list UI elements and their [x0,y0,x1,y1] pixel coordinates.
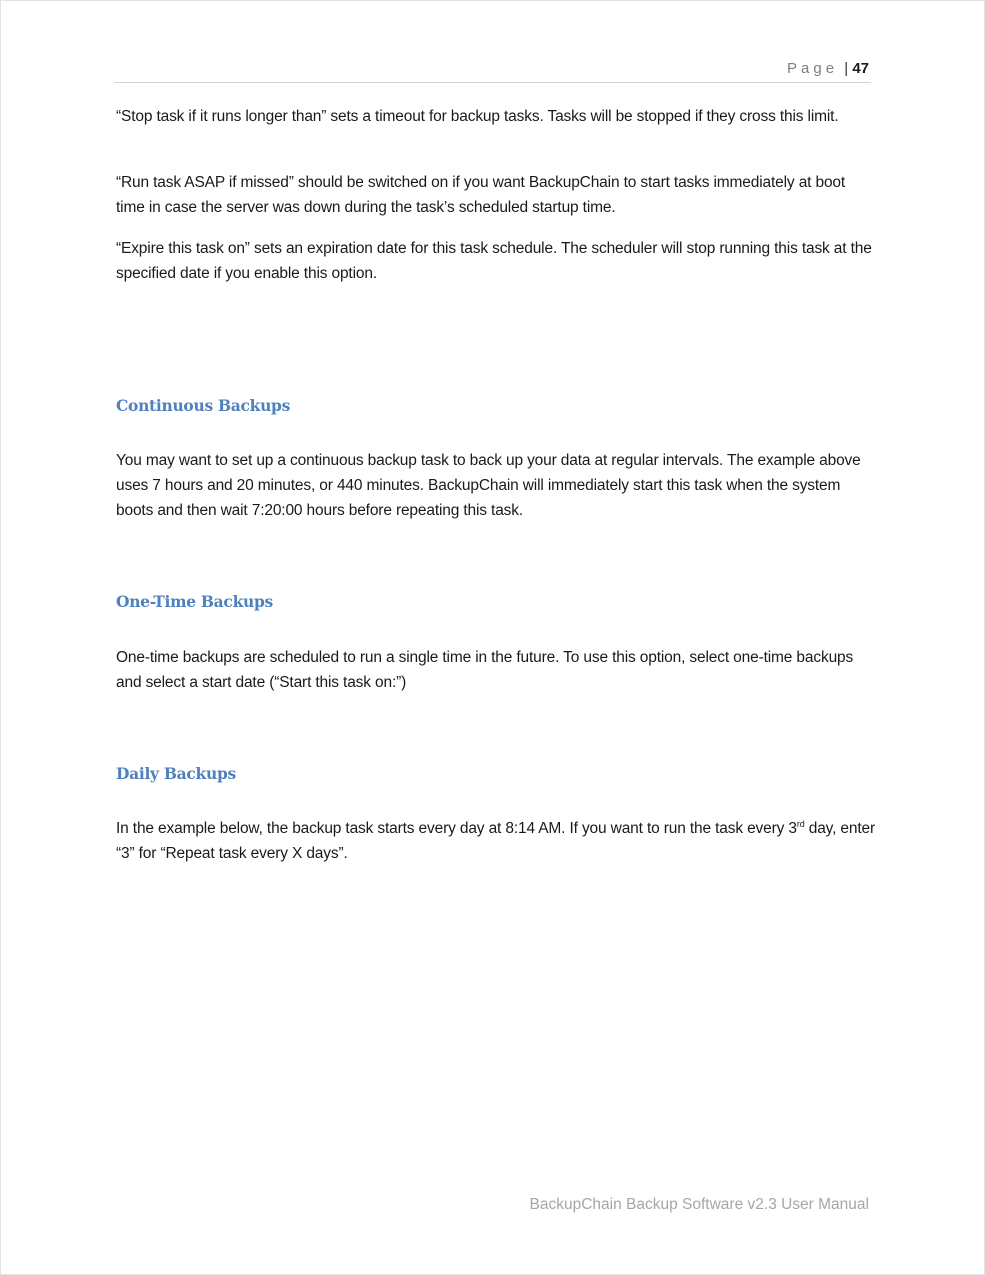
paragraph-one-time-backups: One-time backups are scheduled to run a single time in the future. To use this option, select one-time backups and select a start date (“Start this task on:”) [116,649,854,691]
daily-text-end: day, enter “3” for “Repeat task every X days”. [116,820,876,862]
page-word: Page [787,60,839,77]
daily-text-start: In the example below, the backup task starts every day at 8:14 AM. If you want to run the task every 3 [116,820,797,837]
paragraph-continuous-backups: You may want to set up a continuous backup task to back up your data at regular intervals. The example above uses 7 hours and 20 minutes, or 440 minutes. BackupChain will immediately start this task when the system boots and then wait 7:20:00 hours before repeating this task. [116,452,861,519]
ordinal-suffix: rd [796,818,805,829]
page-header [114,58,871,83]
paragraph-daily-backups [116,816,876,866]
page-number: 47 [852,60,869,77]
page-footer: BackupChain Backup Software v2.3 User Manual [529,1196,869,1213]
heading-continuous-backups: Continuous Backups [116,396,291,415]
paragraph-run-asap: “Run task ASAP if missed” should be switched on if you want BackupChain to start tasks immediately at boot time in case the server was down during the task’s scheduled startup time. [116,174,846,216]
heading-daily-backups: Daily Backups [116,764,236,783]
heading-one-time-backups: One-Time Backups [116,592,273,611]
page-separator: | [844,60,849,77]
page-number-label [787,60,869,77]
paragraph-stop-task: “Stop task if it runs longer than” sets a timeout for backup tasks. Tasks will be stopped if they cross this limit. [116,108,839,125]
paragraph-expire-task: “Expire this task on” sets an expiration date for this task schedule. The scheduler will stop running this task at the specified date if you enable this option. [116,240,872,282]
